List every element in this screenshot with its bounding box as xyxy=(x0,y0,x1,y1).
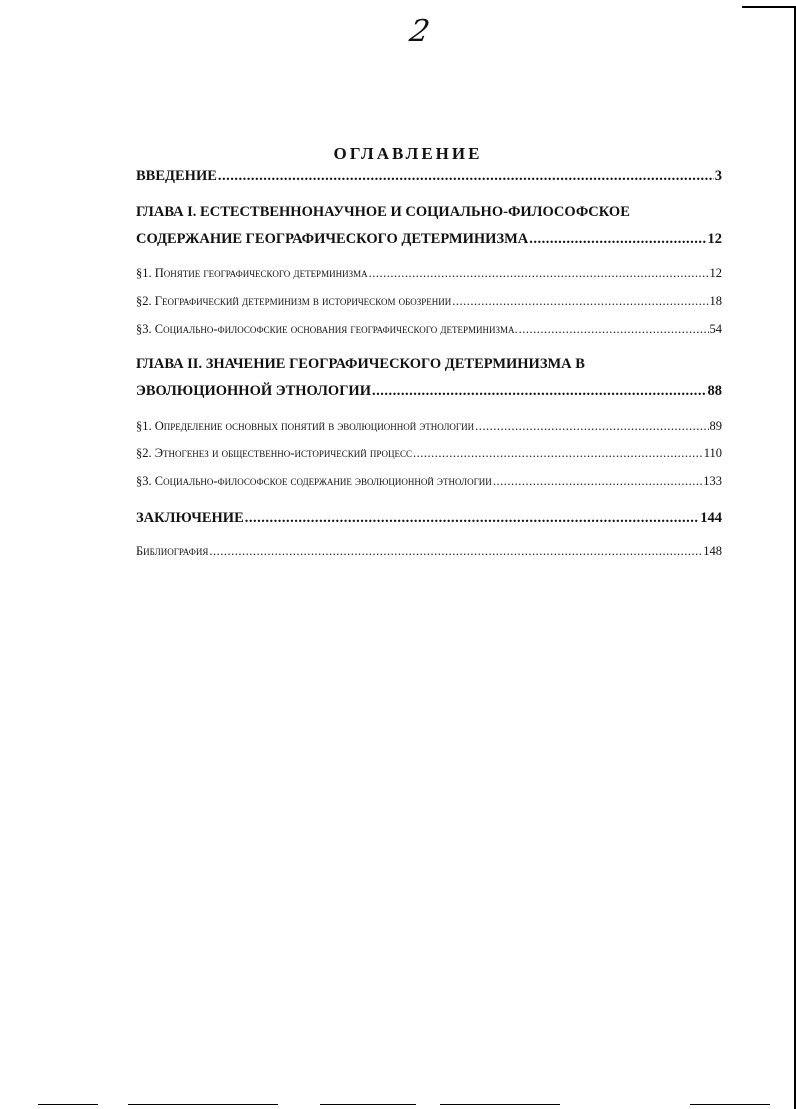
dot-leader xyxy=(245,510,699,527)
toc-entry-page: 110 xyxy=(703,446,722,460)
dot-leader xyxy=(519,322,709,337)
chapter-1-heading[interactable]: ГЛАВА I. ЕСТЕСТВЕННОНАУЧНОЕ И СОЦИАЛЬНО-ФИЛОСОФСКОЕ xyxy=(136,204,630,220)
toc-entry-section[interactable] xyxy=(136,266,722,281)
dot-leader xyxy=(369,266,709,281)
toc-entry-conclusion[interactable] xyxy=(136,510,722,527)
dot-leader xyxy=(218,168,714,185)
toc-entry-label: §3. Социально-философское содержание эволюционной этнологии xyxy=(136,474,492,488)
toc-entry-label: ВВЕДЕНИЕ xyxy=(136,168,217,184)
dot-leader xyxy=(209,544,702,559)
dot-leader xyxy=(413,446,703,461)
dot-leader xyxy=(372,383,707,400)
toc-entry-page: 12 xyxy=(709,266,722,280)
handwritten-page-number: 2 xyxy=(406,14,433,49)
toc-entry-label: Библиография xyxy=(136,544,209,558)
toc-entry-page: 12 xyxy=(707,231,722,247)
toc-entry-label: ЗАКЛЮЧЕНИЕ xyxy=(136,510,244,526)
toc-entry-section[interactable] xyxy=(136,294,722,309)
toc-entry-label: §1. Определение основных понятий в эволюционной этнологии xyxy=(136,419,475,433)
toc-entry-section[interactable] xyxy=(136,474,722,489)
toc-entry-section[interactable] xyxy=(136,446,722,461)
dot-leader xyxy=(493,474,702,489)
toc-entry-bibliography[interactable] xyxy=(136,544,722,559)
toc-entry-page: 54 xyxy=(709,322,722,336)
dot-leader xyxy=(452,294,708,309)
toc-entry-chapter-2[interactable] xyxy=(136,383,722,400)
toc-entry-chapter-1[interactable] xyxy=(136,231,722,248)
toc-entry-page: 89 xyxy=(709,419,722,433)
chapter-2-heading[interactable]: ГЛАВА II. ЗНАЧЕНИЕ ГЕОГРАФИЧЕСКОГО ДЕТЕРМИНИЗМА В xyxy=(136,356,585,372)
toc-entry-section[interactable] xyxy=(136,322,722,337)
toc-entry-label: §2. Этногенез и общественно-исторический процесс xyxy=(136,446,412,460)
scan-edge-top-right xyxy=(742,6,796,8)
toc-entry-label: ЭВОЛЮЦИОННОЙ ЭТНОЛОГИИ xyxy=(136,383,371,399)
toc-entry-introduction[interactable] xyxy=(136,168,722,185)
toc-entry-label: §2. Географический детерминизм в историческом обозрении xyxy=(136,294,452,308)
toc-entry-page: 88 xyxy=(707,383,722,399)
toc-entry-label: §1. Понятие географического детерминизма xyxy=(136,266,368,280)
toc-entry-label: СОДЕРЖАНИЕ ГЕОГРАФИЧЕСКОГО ДЕТЕРМИНИЗМА xyxy=(136,231,529,247)
toc-entry-page: 148 xyxy=(703,544,722,558)
toc-entry-section[interactable] xyxy=(136,419,722,434)
dot-leader xyxy=(529,231,706,248)
toc-entry-page: 133 xyxy=(703,474,722,488)
dot-leader xyxy=(475,419,708,434)
toc-entry-label: §3. Социально-философские основания географического детерминизма. xyxy=(136,322,518,336)
toc-entry-page: 3 xyxy=(714,168,722,184)
toc-entry-page: 18 xyxy=(709,294,722,308)
toc-entry-page: 144 xyxy=(700,510,722,526)
toc-title: ОГЛАВЛЕНИЕ xyxy=(333,144,483,163)
